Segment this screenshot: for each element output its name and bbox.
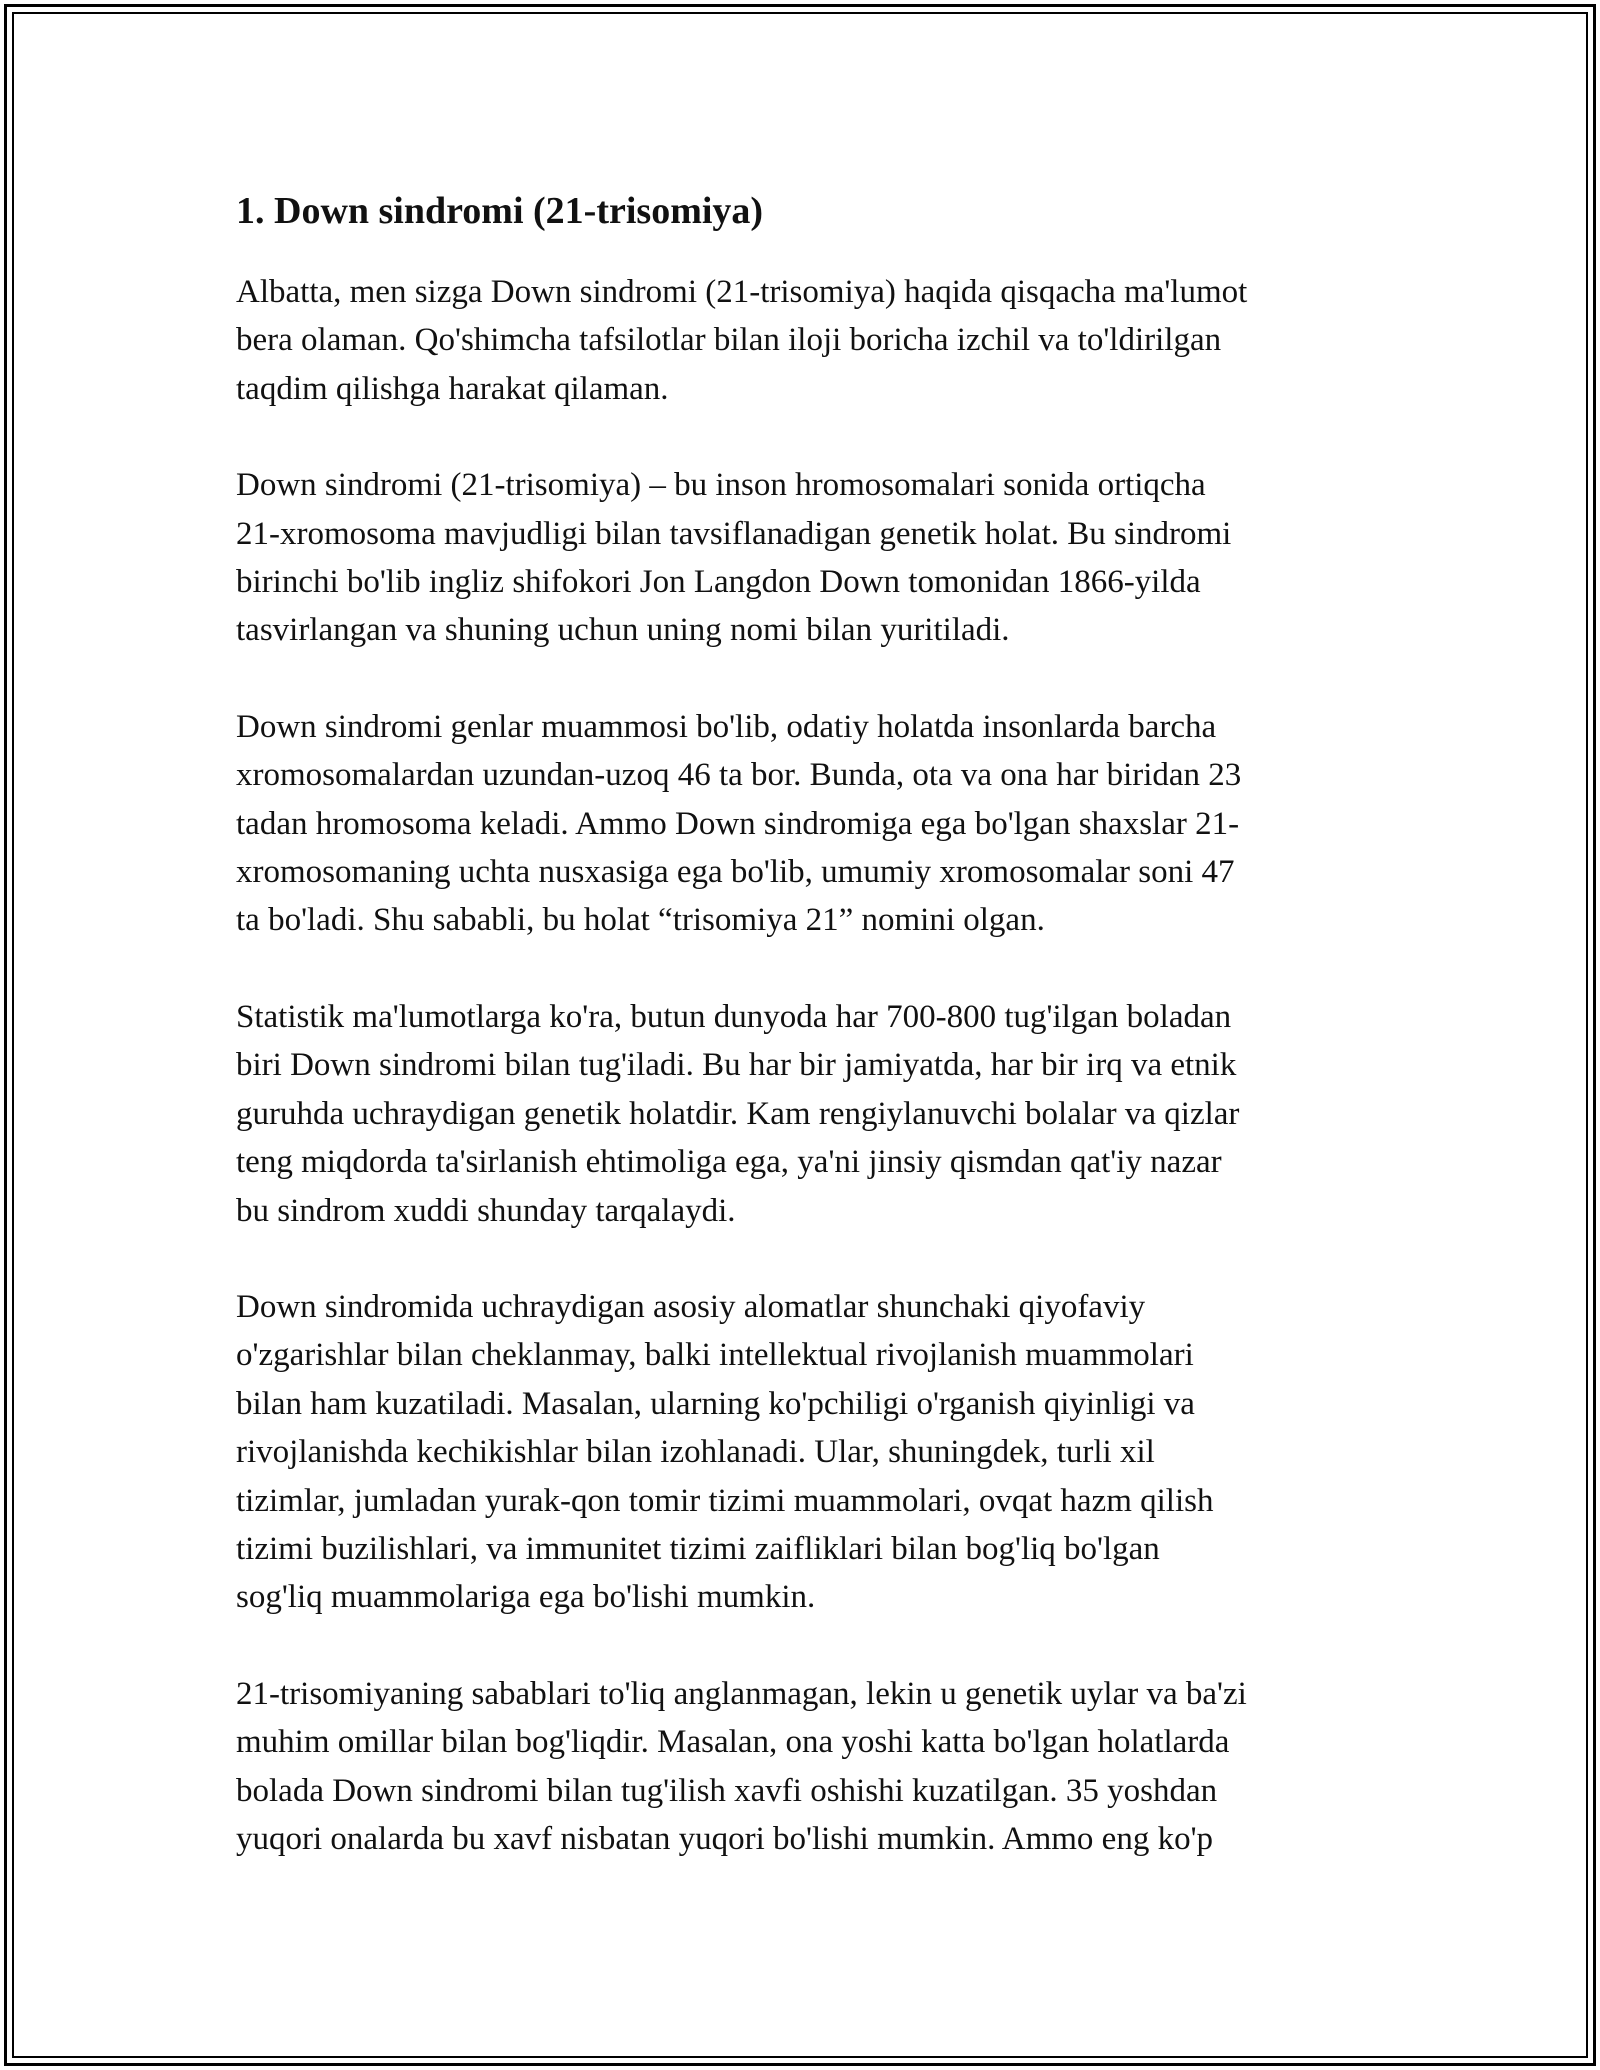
paragraph-statistics: Statistik ma'lumotlarga ko'ra, butun dunyoda har 700-800 tug'ilgan boladan biri Down sindromi bilan tug'iladi. Bu har bir jamiyatda, har bir irq va etnik guruhda uchraydigan genetik holatdir. Kam rengiylanuvchi bolalar va qizlar teng miqdorda ta'sirlanish ehtimoliga ega, ya'ni jinsiy qismdan qat'iy nazar bu sindrom xuddi shunday tarqalaydi. [236, 998, 1240, 1229]
document-body [236, 186, 1376, 1911]
section-heading: 1. Down sindromi (21-trisomiya) [236, 190, 764, 232]
paragraph-intro: Albatta, men sizga Down sindromi (21-trisomiya) haqida qisqacha ma'lumot bera olaman. Qo'shimcha tafsilotlar bilan iloji boricha izchil va to'ldirilgan taqdim qilishga harakat qilaman. [236, 274, 1248, 407]
paragraph-definition: Down sindromi (21-trisomiya) – bu inson hromosomalari sonida ortiqcha 21-xromosoma mavjudligi bilan tavsiflanadigan genetik holat. Bu sindromi birinchi bo'lib ingliz shifokori Jon Langdon Down tomonidan 1866-yilda tasvirlangan va shuning uchun uning nomi bilan yuritiladi. [236, 467, 1232, 649]
paragraph-causes: 21-trisomiyaning sabablari to'liq anglanmagan, lekin u genetik uylar va ba'zi muhim omillar bilan bog'liqdir. Masalan, ona yoshi katta bo'lgan holatlarda bolada Down sindromi bilan tug'ilish xavfi oshishi kuzatilgan. 35 yoshdan yuqori onalarda bu xavf nisbatan yuqori bo'lishi mumkin. Ammo eng ko'p [236, 1675, 1247, 1857]
paragraph-symptoms: Down sindromida uchraydigan asosiy alomatlar shunchaki qiyofaviy o'zgarishlar bilan cheklanmay, balki intellektual rivojlanish muammolari bilan ham kuzatiladi. Masalan, ularning ko'pchiligi o'rganish qiyinligi va rivojlanishda kechikishlar bilan izohlanadi. Ular, shuningdek, turli xil tizimlar, jumladan yurak-qon tomir tizimi muammolari, ovqat hazm qilish tizimi buzilishlari, va immunitet tizimi zaifliklari bilan bog'liq bo'lgan sog'liq muammolariga ega bo'lishi mumkin. [236, 1288, 1214, 1616]
paragraph-chromosomes: Down sindromi genlar muammosi bo'lib, odatiy holatda insonlarda barcha xromosomalardan uzundan-uzoq 46 ta bor. Bunda, ota va ona har biridan 23 tadan hromosoma keladi. Ammo Down sindromiga ega bo'lgan shaxslar 21- xromosomaning uchta nusxasiga ega bo'lib, umumiy xromosomalar soni 47 ta bo'ladi. Shu sababli, bu holat “trisomiya 21” nomini olgan. [236, 708, 1242, 939]
